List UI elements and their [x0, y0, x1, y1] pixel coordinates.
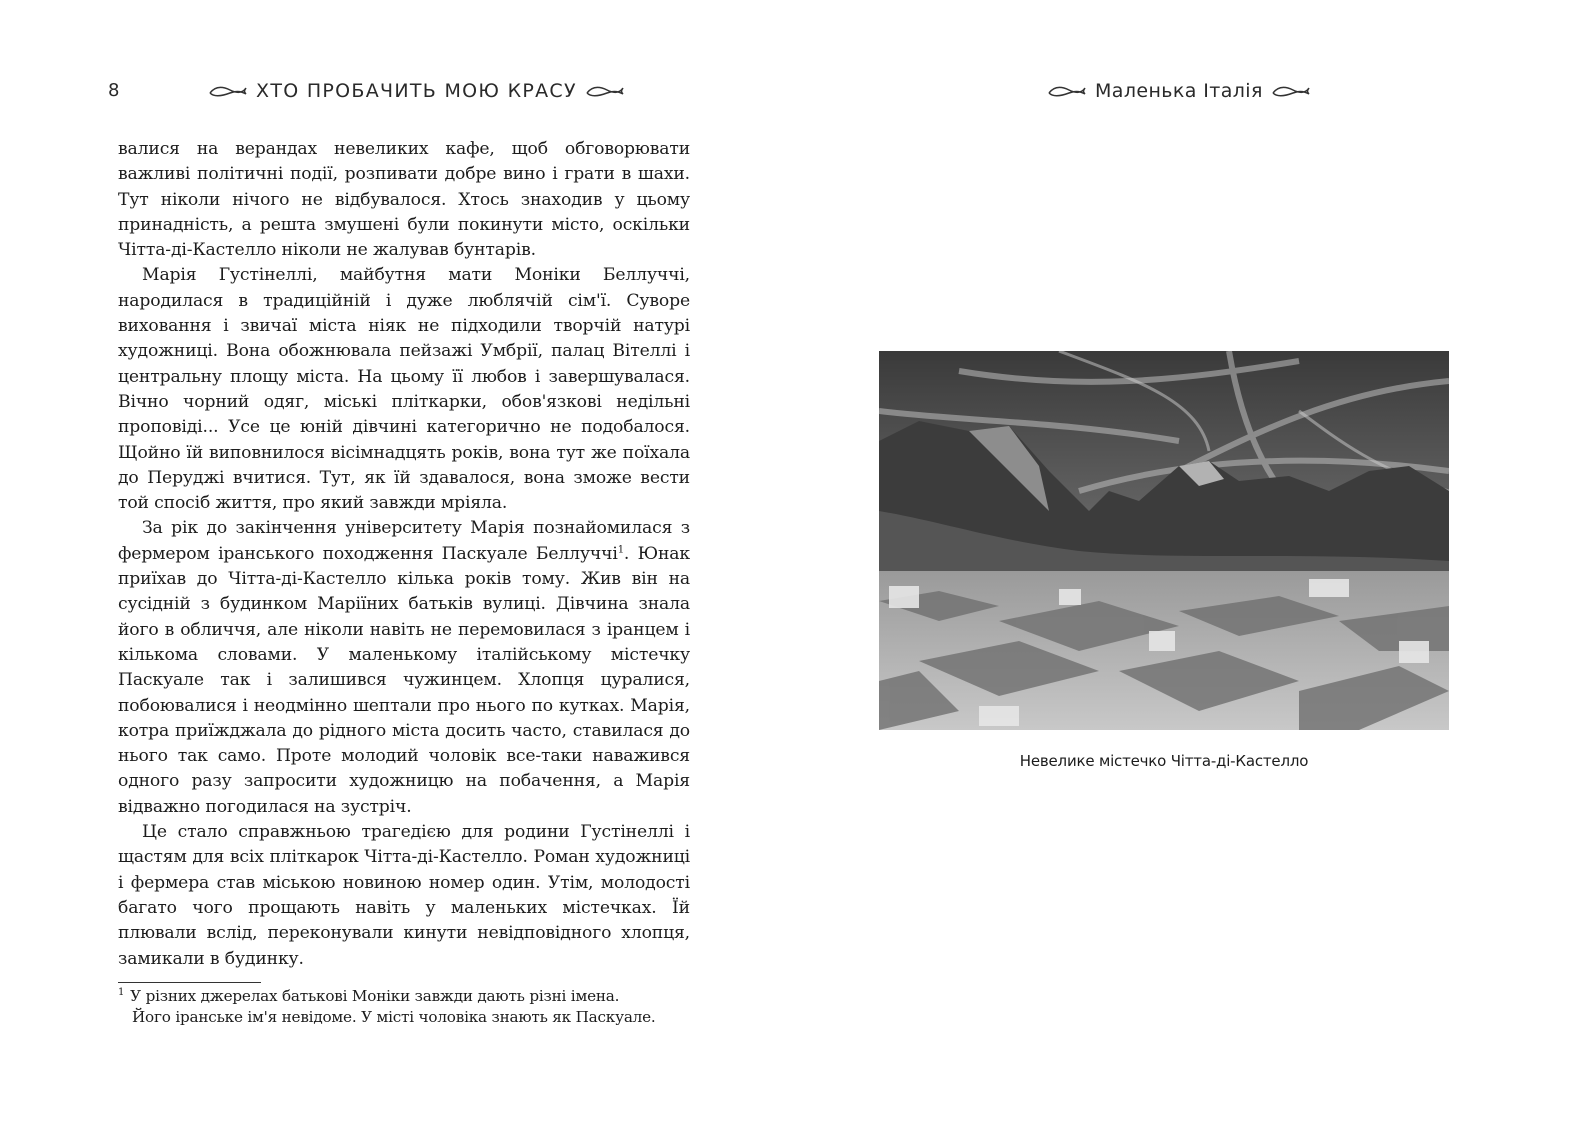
- paragraph: Це стало справжньою трагедією для родини Густінеллі і щастям для всіх пліткарок Чітта-ді-Кастелло. Роман художниці і фермера став міською новиною номер один. Утім, молодості багато чого прощають навіть у маленьких містечках. Їй плювали вслід, переконували кинути невідповідного хлопця, замикали в будинку.: [118, 822, 690, 969]
- town-photo: [879, 351, 1449, 730]
- running-head-title: Маленька Італія: [1095, 80, 1263, 102]
- paragraph-text: За рік до закінчення університету Марія познайомилася з фермером іранського походження Паскуале Беллуччі: [118, 518, 690, 564]
- body-text: [118, 137, 690, 972]
- paragraph: Марія Густінеллі, майбутня мати Моніки Беллуччі, народилася в традиційній і дуже люблячій сім'ї. Суворе виховання і звичаї міста ніяк не підходили творчій натурі художниці. Вона обожнювала пейзажі Умбрії, палац Вітеллі і центральну площу міста. На цьому її любов і завершувалася. Вічно чорний одяг, міські пліткарки, обов'язкові недільні проповіді... Усе це юній дівчині категорично не подобалося. Щойно їй виповнилося вісімнадцять років, вона тут же поїхала до Перуджі вчитися. Тут, як їй здавалося, вона зможе вести той спосіб життя, про який завжди мріяла.: [118, 265, 690, 514]
- footnote-line: У різних джерелах батькові Моніки завжди дають різні імена.: [130, 987, 620, 1005]
- footnote-line: Його іранське ім'я невідоме. У місті чоловіка знають як Паскуале.: [132, 1008, 656, 1026]
- paragraph: валися на верандах невеликих кафе, щоб обговорювати важливі політичні події, розпивати добре вино і грати в шахи. Тут ніколи нічого не відбувалося. Хтось знаходив у цьому принадність, а решта змушені були покинути місто, оскільки Чітта-ді-Кастелло ніколи не жалував бунтарів.: [118, 139, 690, 261]
- paragraph-text: Юнак приїхав до Чітта-ді-Кастелло кілька років тому. Жив він на сусідній з будинком Маріїних батьків вулиці. Дівчина знала його в обличчя, але ніколи навіть не перемовилася з іранцем і кількома словами. У маленькому італійському містечку Паскуале так і залишився чужинцем. Хлопця цуралися, побоювалися і неодмінно шептали про нього по кутках. Марія, котра приїжджала до рідного міста досить часто, ставилася до нього так само. Проте молодий чоловік все-таки наважився одного разу запросити художницю на побачення, а Марія відважно погодилася на зустріч.: [118, 543, 690, 817]
- flourish-ornament-icon: [1047, 83, 1087, 99]
- footnote-reference[interactable]: 1: [617, 544, 624, 556]
- footnote-mark: 1: [118, 986, 125, 998]
- paragraph: За рік до закінчення університету Марія познайомилася з фермером іранського походження Паскуале Беллуччі$^1$. Юнак приїхав до Чітта-ді-Кастелло кілька років тому. Жив він на сусідній з будинком Маріїних батьків вулиці. Дівчина знала його в обличчя, але ніколи навіть не перемовилася з іранцем і кількома словами. У маленькому італійському містечку Паскуале так і залишився чужинцем. Хлопця цуралися, побоювалися і неодмінно шептали про нього по кутках. Марія, котра приїжджала до рідного міста досить часто, ставилася до нього так само. Проте молодий чоловік все-таки наважився одного разу запросити художницю на побачення, а Марія відважно погодилася на зустріч.: [118, 518, 690, 817]
- running-head-title: ХТО ПРОБАЧИТЬ МОЮ КРАСУ: [256, 80, 577, 102]
- footnote: [118, 986, 690, 1028]
- footnote-separator: [118, 982, 261, 983]
- flourish-ornament-icon: [208, 83, 248, 99]
- running-head-right: [1039, 76, 1319, 106]
- flourish-ornament-icon: [585, 83, 625, 99]
- photo-caption: Невелике містечко Чітта-ді-Кастелло: [1019, 752, 1309, 770]
- running-head-left: [200, 76, 633, 106]
- flourish-ornament-icon: [1271, 83, 1311, 99]
- page-number: 8: [108, 80, 120, 101]
